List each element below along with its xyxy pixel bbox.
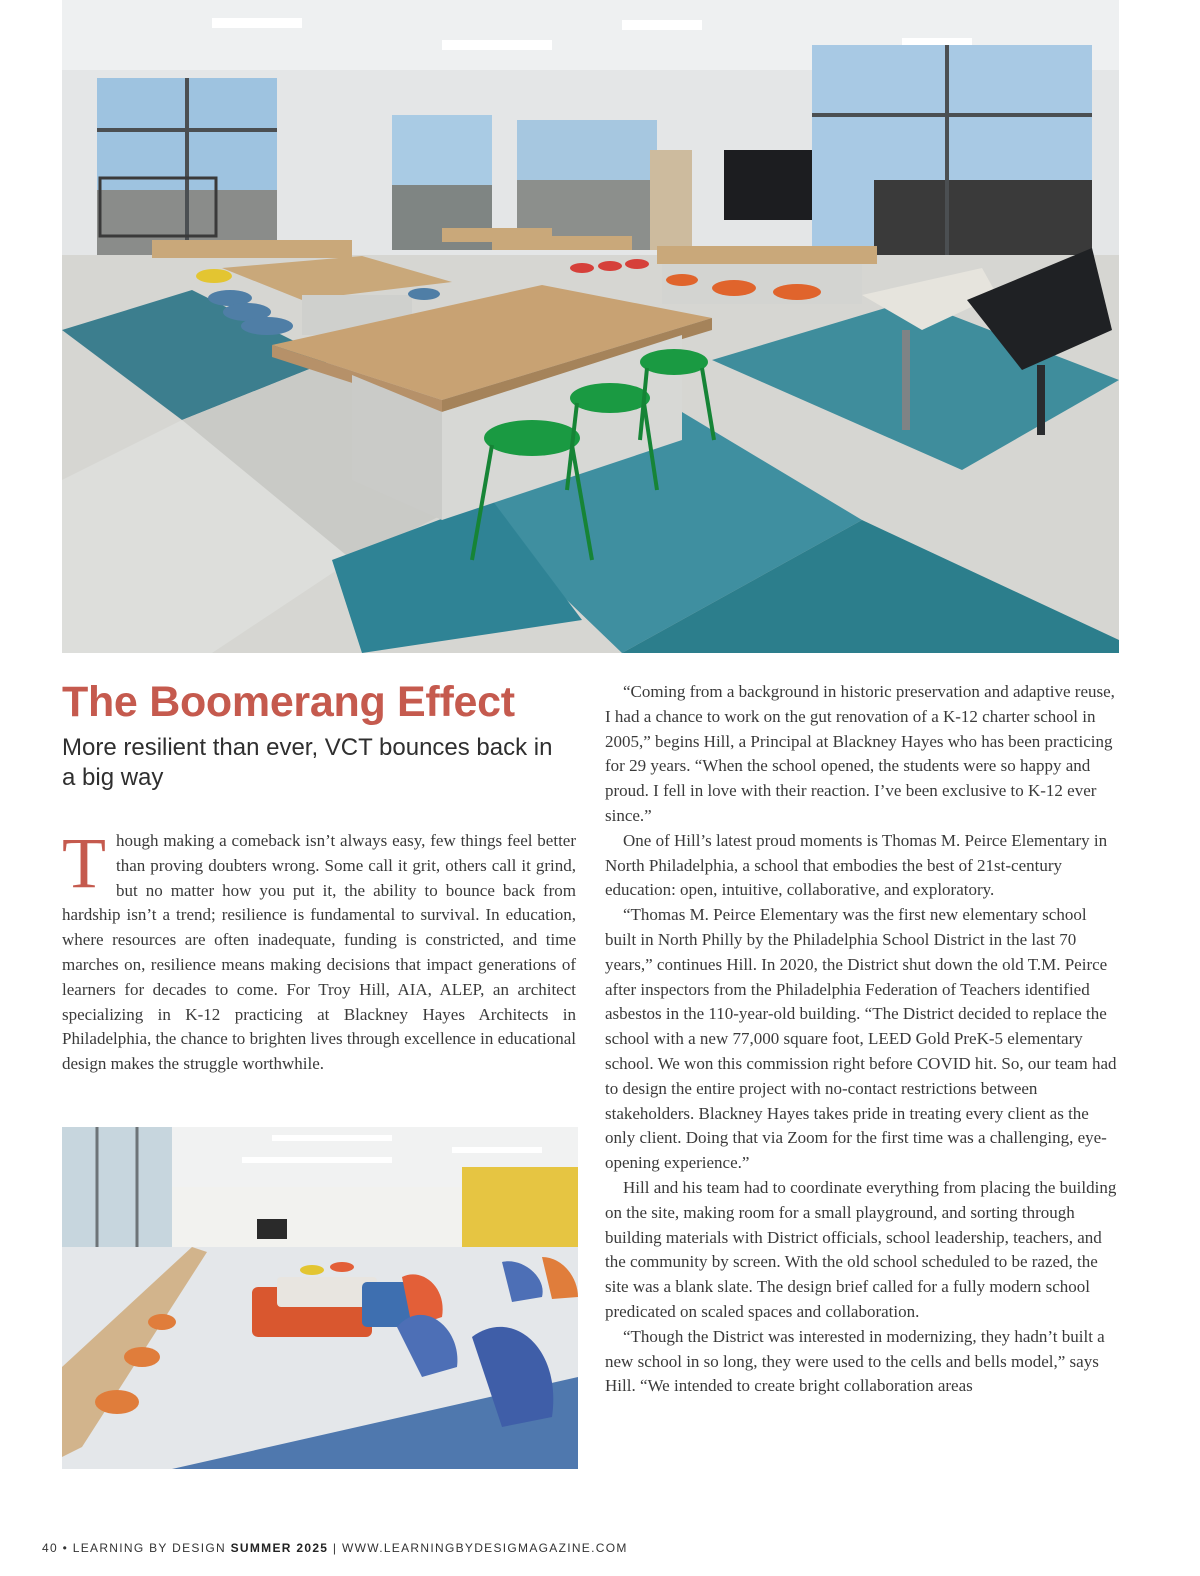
body-paragraph: One of Hill’s latest proud moments is Thomas M. Peirce Elementary in North Philadelphia, a school that embodies the best of 21st-century education: open, intuitive, collaborative, and exploratory.	[605, 830, 1108, 900]
article-title: The Boomerang Effect	[62, 678, 515, 726]
intro-text: hough making a comeback isn’t always easy, few things feel better than proving doubters wrong. Some call it grit, others call it grind, but no matter how you put it, the ability to bounce back from hardship isn’t a trend; resilience is fundamental to survival. In education, where resources are often inadequate, funding is constricted, and time marches on, resilience means making decisions that impact generations of learners for decades to come. For Troy Hill, AIA, ALEP, an architect specializing in K-12 practicing at Blackney Hayes Architects in Philadelphia, the chance to brighten lives through excellence in educational design makes the struggle worthwhile.	[62, 831, 576, 1074]
collaboration-area-photo	[62, 1127, 578, 1469]
footer-bullet: •	[62, 1541, 69, 1555]
collaboration-area-illustration	[62, 1127, 578, 1469]
article-body-right-column	[605, 680, 1119, 1399]
footer-separator: |	[332, 1541, 338, 1555]
intro-paragraph	[62, 823, 576, 1077]
body-paragraph: “Coming from a background in historic preservation and adaptive reuse, I had a chance to work on the gut renovation of a K-12 charter school in 2005,” begins Hill, a Principal at Blackney Hayes who has been practicing for 29 years. “When the school opened, the students were so happy and proud. I fell in love with their reaction. I’ve been exclusive to K-12 ever since.”	[605, 682, 1115, 825]
body-paragraph: “Thomas M. Peirce Elementary was the first new elementary school built in North Philly by the Philadelphia School District in the last 70 years,” continues Hill. In 2020, the District shut down the old T.M. Peirce after inspectors from the Philadelphia Federation of Teachers identified asbestos in the 110-year-old building. “The District decided to replace the school with a new 77,000 square foot, LEED Gold PreK-5 elementary school. We won this commission right before COVID hit. So, our team had to design the entire project with no-contact restrictions between stakeholders. Blackney Hayes takes pride in treating every client as the only client. Doing that via Zoom for the first time was a challenging, eye-opening experience.”	[605, 905, 1117, 1173]
classroom-illustration	[62, 0, 1119, 653]
magazine-url[interactable]: WWW.LEARNINGBYDESIGMAGAZINE.COM	[341, 1541, 628, 1555]
page-number: 40	[42, 1541, 58, 1555]
magazine-name: LEARNING BY DESIGN	[72, 1541, 226, 1555]
body-paragraph: Hill and his team had to coordinate everything from placing the building on the site, making room for a small playground, and sorting through building materials with District officials, school leadership, teachers, and the community by screen. With the old school scheduled to be razed, the site was a blank slate. The design brief called for a fully modern school predicated on scaled spaces and collaboration.	[605, 1177, 1117, 1321]
hero-photo-classroom	[62, 0, 1119, 653]
article-subtitle: More resilient than ever, VCT bounces back in a big way	[62, 734, 553, 791]
drop-cap: T	[62, 823, 106, 903]
page-footer	[42, 1541, 1142, 1555]
issue-label: SUMMER 2025	[230, 1541, 329, 1555]
body-paragraph: “Though the District was interested in modernizing, they hadn’t built a new school in so long, they were used to the cells and bells model,” says Hill. “We intended to create bright collaboration areas	[605, 1326, 1105, 1396]
